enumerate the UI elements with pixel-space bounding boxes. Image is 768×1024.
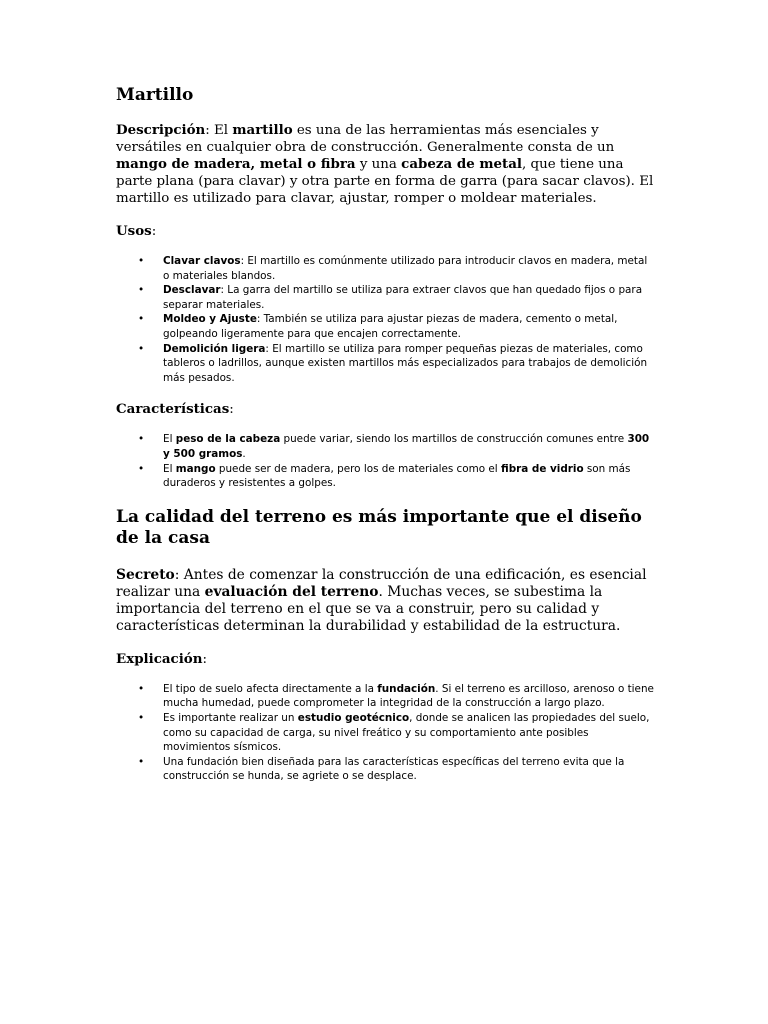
text-run: puede variar, siendo los martillos de construcción comunes entre: [280, 433, 628, 446]
bold-run: Secreto: [116, 566, 175, 583]
text-run: Una fundación bien diseñada para las características específicas del terreno evita que la construcción se hunda, se agriete o se desplace.: [163, 755, 625, 783]
text-run: El: [163, 462, 176, 475]
features-label-text: Características: [116, 401, 230, 418]
bullet-icon: •: [138, 284, 145, 297]
bold-run: 300 y 500 gramos: [163, 433, 650, 460]
features-list: [116, 432, 654, 490]
text-run: y una: [355, 157, 402, 172]
bullet-icon: •: [138, 433, 145, 446]
text-run: . Si el terreno es arcilloso, arenoso o tiene mucha humedad, puede comprometer la integridad de la construcción a largo plazo.: [163, 682, 654, 710]
features-list-item: [116, 432, 654, 461]
text-run: : El martillo se utiliza para romper pequeñas piezas de materiales, como tableros o ladrillos, aunque existen martillos más especializados para trabajos de demolición más pesados.: [163, 342, 648, 384]
text-run: El: [163, 433, 176, 446]
uses-list: [116, 254, 654, 385]
text-run: , donde se analicen las propiedades del suelo, como su capacidad de carga, su nivel freático y su comportamiento ante posibles movimientos sísmicos.: [163, 711, 650, 754]
bold-run: evaluación del terreno: [204, 583, 379, 600]
uses-label: [116, 223, 654, 240]
bold-run: mango: [175, 462, 216, 475]
text-run: El tipo de suelo afecta directamente a la: [163, 682, 378, 695]
explanation-list-item: [116, 682, 654, 711]
bold-run: cabeza de metal: [401, 156, 523, 172]
description-paragraph: [116, 122, 654, 207]
text-run: . Muchas veces, se subestima la importancia del terreno en el que se va a construir, pero su calidad y características determinan la durabilidad y estabilidad de la estructura.: [116, 583, 621, 634]
text-run: : La garra del martillo se utiliza para extraer clavos que han quedado fijos o para separar materiales.: [163, 284, 643, 311]
features-list-item: [116, 462, 654, 491]
explanation-list-item: [116, 755, 654, 784]
bullet-icon: •: [138, 313, 145, 326]
uses-list-item: [116, 312, 654, 341]
text-run: puede ser de madera, pero los de materiales como el: [215, 462, 501, 475]
bold-run: estudio geotécnico: [297, 711, 410, 724]
text-run: : El martillo es comúnmente utilizado para introducir clavos en madera, metal o materiales blandos.: [163, 255, 648, 282]
bold-run: martillo: [232, 122, 293, 138]
bold-run: Descripción: [116, 122, 206, 138]
bullet-icon: •: [138, 711, 145, 724]
bold-run: fundación: [377, 682, 436, 695]
bullet-icon: •: [138, 462, 145, 475]
bold-run: Desclavar: [163, 284, 221, 297]
bold-run: Clavar clavos: [163, 255, 241, 267]
bold-run: fibra de vidrio: [501, 462, 584, 475]
uses-list-item: [116, 254, 654, 283]
bold-run: Moldeo y Ajuste: [163, 313, 257, 326]
uses-list-item: [116, 283, 654, 312]
bullet-icon: •: [138, 255, 145, 267]
uses-list-item: [116, 342, 654, 386]
features-label-colon: :: [229, 402, 234, 418]
bold-run: Demolición ligera: [163, 342, 266, 355]
secret-paragraph: [116, 567, 654, 635]
uses-label-text: Usos: [116, 223, 152, 239]
explanation-label-text: Explicación: [116, 650, 203, 667]
explanation-list: [116, 682, 654, 784]
section-title-martillo: Martillo: [116, 85, 194, 105]
text-run: , que tiene una parte plana (para clavar) y otra parte en forma de garra (para sacar clavos). El martillo es utilizado para clavar, ajustar, romper o moldear materiales.: [116, 157, 654, 206]
features-label: [116, 401, 654, 418]
text-run: son más duraderos y resistentes a golpes.: [163, 462, 631, 490]
document-page: [116, 84, 654, 784]
explanation-label-colon: :: [202, 651, 207, 667]
bold-run: mango de madera, metal o fibra: [116, 156, 356, 172]
bullet-icon: •: [138, 682, 145, 695]
text-run: : Antes de comenzar la construcción de una edificación, es esencial realizar una: [116, 566, 647, 600]
explanation-label: [116, 651, 654, 668]
text-run: .: [242, 447, 246, 460]
text-run: : El: [205, 123, 233, 138]
section-title-terreno: La calidad del terreno es más importante que el diseño de la casa: [116, 506, 642, 548]
uses-label-colon: :: [151, 224, 157, 239]
bullet-icon: •: [138, 755, 145, 768]
text-run: Es importante realizar un: [163, 711, 298, 724]
text-run: : También se utiliza para ajustar piezas de madera, cemento o metal, golpeando ligeramente para que encajen correctamente.: [163, 313, 618, 340]
bullet-icon: •: [138, 342, 145, 355]
text-run: es una de las herramientas más esenciales y versátiles en cualquier obra de construcción. Generalmente consta de un: [116, 123, 615, 155]
bold-run: peso de la cabeza: [175, 433, 281, 446]
explanation-list-item: [116, 711, 654, 755]
